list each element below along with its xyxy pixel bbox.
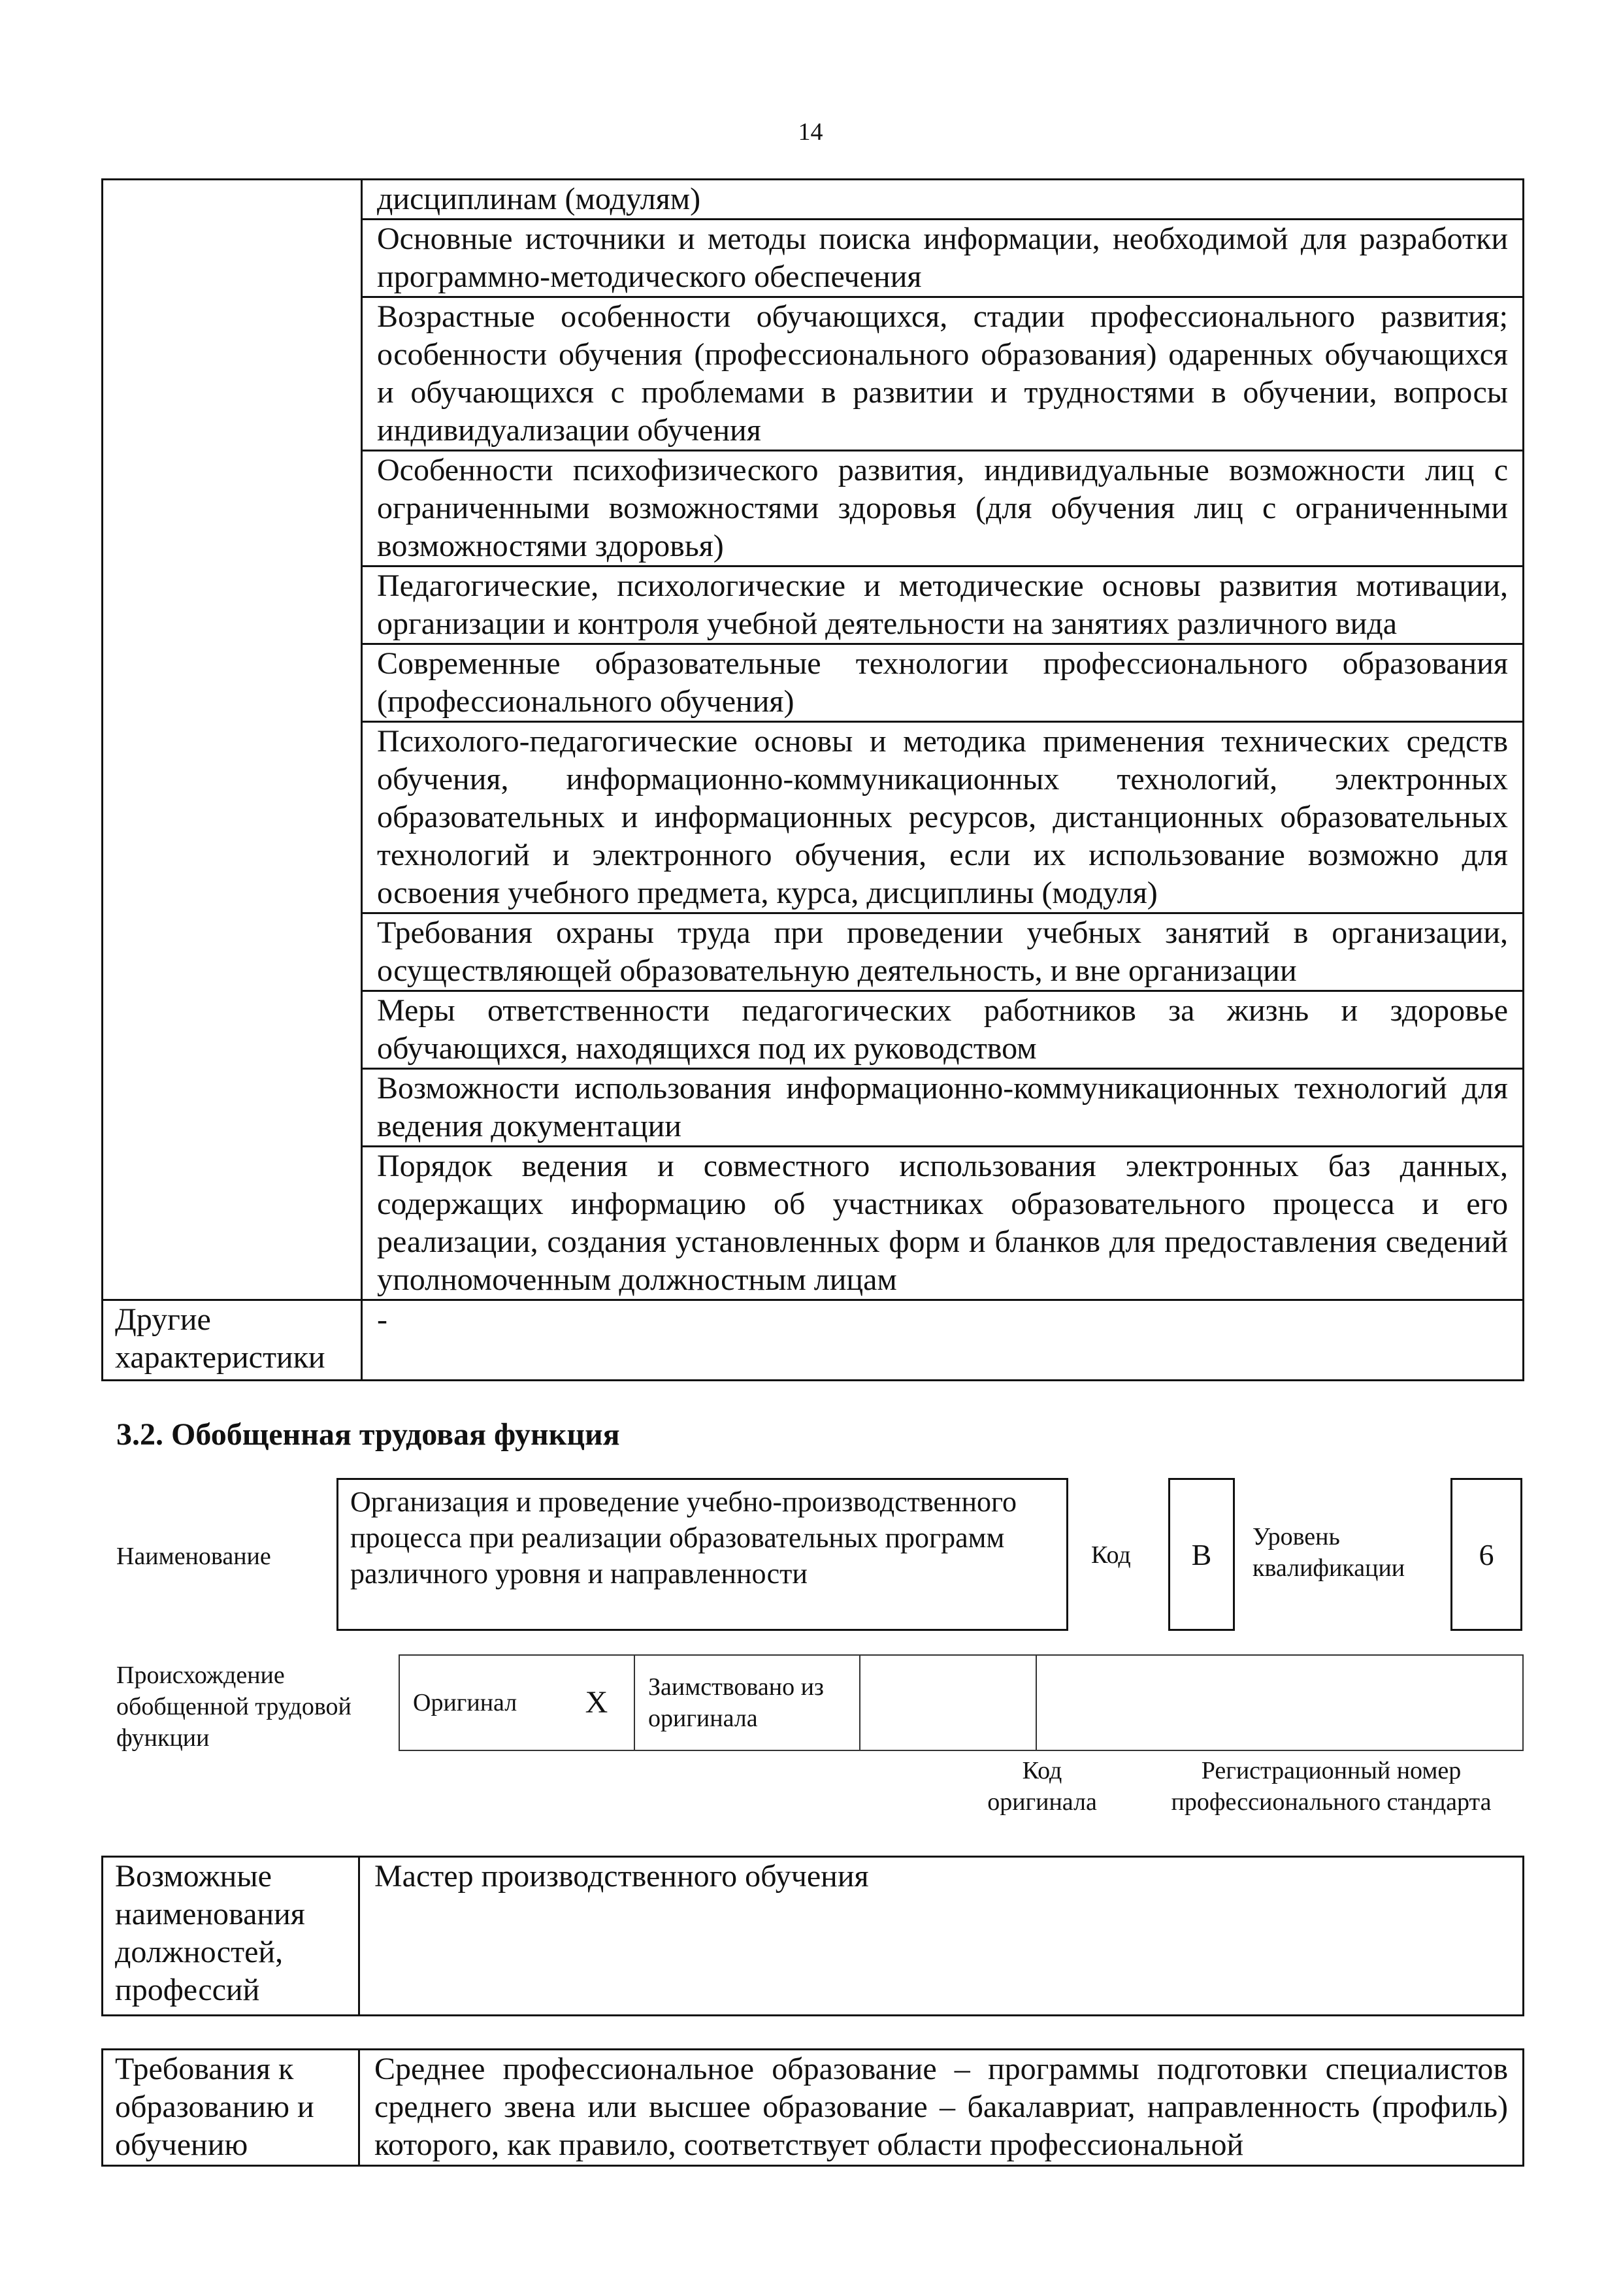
code-label: Код (1091, 1541, 1131, 1569)
knowledge-row: Меры ответственности педагогических работников за жизнь и здоровье обучающихся, находящихся под их руководством (362, 991, 1524, 1069)
positions-table (101, 1856, 1524, 2016)
original-label: Оригинал (399, 1655, 559, 1750)
code-original-caption: Код оригинала (987, 1757, 1097, 1816)
level-value: 6 (1479, 1537, 1494, 1571)
knowledge-row: Педагогические, психологические и методические основы развития мотивации, организации и контроля учебной деятельности на занятиях различного вида (362, 566, 1524, 644)
borrowed-label: Заимствовано из оригинала (634, 1655, 860, 1750)
knowledge-row: Порядок ведения и совместного использования электронных баз данных, содержащих информацию об участниках образовательного процесса и его реализации, создания установленных форм и бланков для предоставления сведений уполномоченным должностным лицам (362, 1147, 1524, 1300)
knowledge-row: Основные источники и методы поиска информации, необходимой для разработки программно-методического обеспечения (362, 220, 1524, 297)
original-mark: X (559, 1655, 634, 1750)
function-name-box (336, 1478, 1068, 1631)
function-name-value: Организация и проведение учебно-производственного процесса при реализации образовательных программ различного уровня и направленности (350, 1486, 1017, 1590)
other-characteristics-value: - (362, 1300, 1524, 1381)
code-value: B (1191, 1537, 1212, 1571)
knowledge-row: Возможности использования информационно-коммуникационных технологий для ведения документации (362, 1069, 1524, 1147)
knowledge-row: дисциплинам (модулям) (362, 180, 1524, 220)
education-table (101, 2048, 1524, 2167)
name-label: Наименование (116, 1543, 271, 1570)
registration-caption: Регистрационный номер профессионального стандарта (1171, 1757, 1492, 1816)
level-box (1450, 1478, 1522, 1631)
origin-table (399, 1654, 1524, 1751)
knowledge-row: Возрастные особенности обучающихся, стадии профессионального развития; особенности обучения (профессионального образования) одаренных обучающихся и обучающихся с проблемами в развитии и трудностями в обучении, вопросы индивидуализации обучения (362, 297, 1524, 451)
positions-value: Мастер производственного обучения (359, 1857, 1524, 2016)
original-code-cell (860, 1655, 1036, 1750)
other-characteristics-label: Другие характеристики (103, 1300, 362, 1381)
education-label: Требования к образованию и обучению (103, 2050, 359, 2166)
knowledge-row: Требования охраны труда при проведении учебных занятий в организации, осуществляющей образовательную деятельность, и вне организации (362, 913, 1524, 991)
level-label: Уровень квалификации (1253, 1523, 1405, 1582)
knowledge-row: Психолого-педагогические основы и методика применения технических средств обучения, информационно-коммуникационных технологий, электронных образовательных и информационных ресурсов, дистанционных образовательных технологий и электронного обучения, если их использование возможно для освоения учебного предмета, курса, дисциплины (модуля) (362, 722, 1524, 913)
registration-number-cell (1036, 1655, 1523, 1750)
page-number: 14 (798, 118, 823, 146)
section-title: 3.2. Обобщенная трудовая функция (116, 1417, 620, 1452)
knowledge-row: Особенности психофизического развития, индивидуальные возможности лиц с ограниченными возможностями здоровья (для обучения лиц с ограниченными возможностями здоровья) (362, 451, 1524, 566)
knowledge-table (101, 178, 1524, 1381)
positions-label: Возможные наименования должностей, профессий (103, 1857, 359, 2016)
code-box (1168, 1478, 1235, 1631)
knowledge-row: Современные образовательные технологии профессионального образования (профессионального обучения) (362, 644, 1524, 722)
education-value: Среднее профессиональное образование – программы подготовки специалистов среднего звена или высшее образование – бакалавриат, направленность (профиль) которого, как правило, соответствует области профессиональной (359, 2050, 1524, 2166)
knowledge-label-cell (103, 180, 362, 1300)
origin-label: Происхождение обобщенной трудовой функции (116, 1662, 352, 1752)
